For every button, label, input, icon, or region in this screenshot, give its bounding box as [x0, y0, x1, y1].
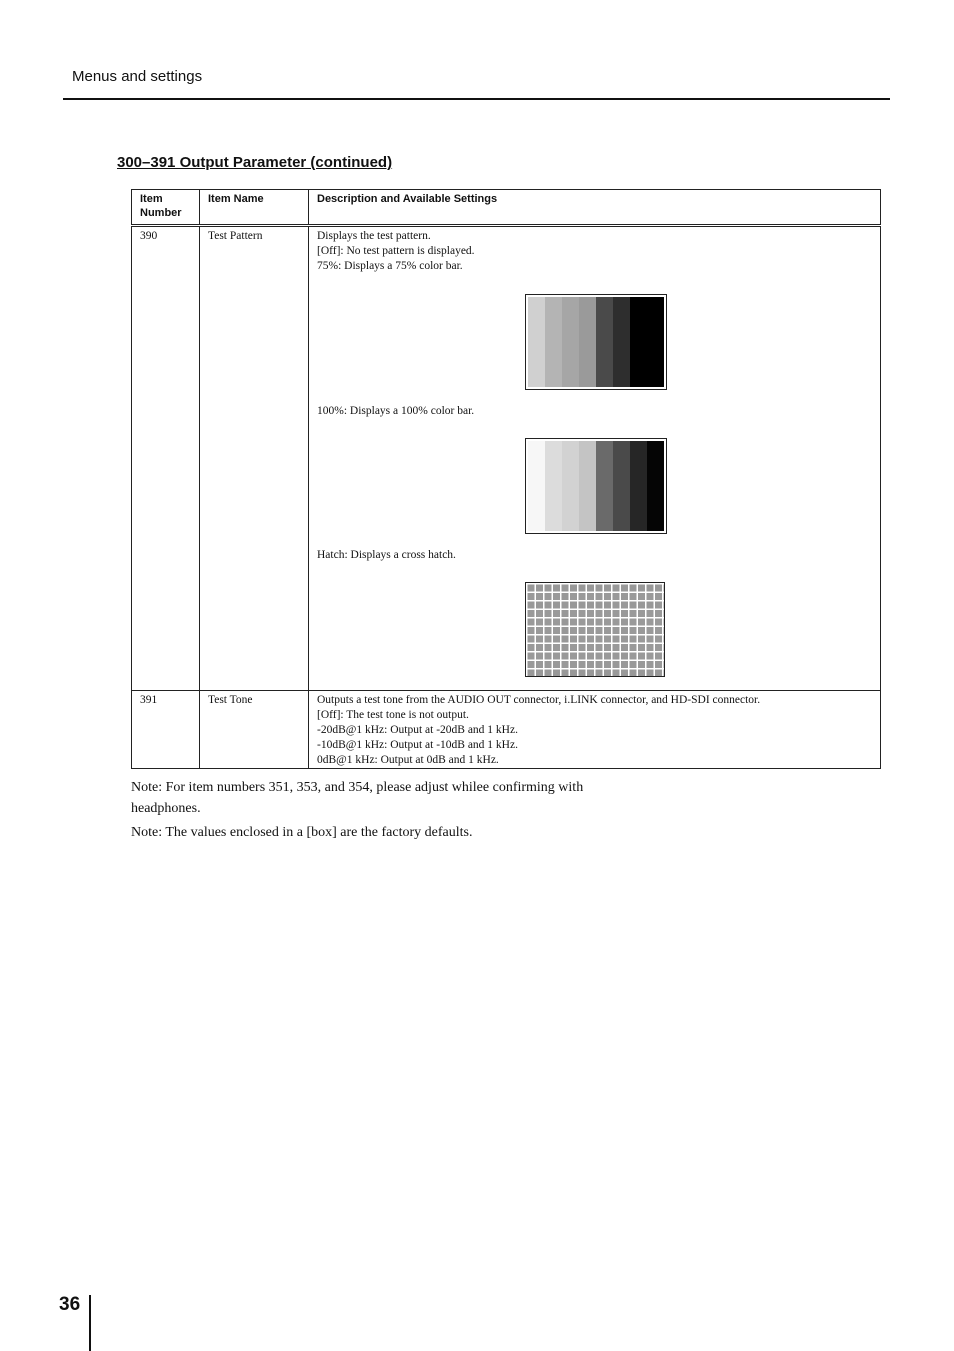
cross-hatch-grid [526, 583, 664, 676]
header-item-name: Item Name [200, 190, 309, 226]
section-title: 300–391 Output Parameter (continued) [117, 154, 393, 171]
color-bar-stripe [562, 297, 579, 387]
color-bar-stripe [613, 297, 630, 387]
description-line: 75%: Displays a 75% color bar. [317, 260, 463, 272]
header-item-number: Item Number [132, 190, 200, 226]
color-bar-stripe [647, 297, 664, 387]
color-bar-stripe [528, 441, 545, 531]
description-line: [Off]: No test pattern is displayed. [317, 245, 475, 257]
parameter-table [131, 189, 881, 769]
color-bar-100-bars [528, 441, 664, 531]
header-rule [63, 98, 890, 100]
description-line: Outputs a test tone from the AUDIO OUT connector, i.LINK connector, and HD-SDI connector. [317, 694, 761, 706]
color-bar-75-bars [528, 297, 664, 387]
item-name-test-pattern: Test Pattern [200, 226, 309, 691]
color-bar-stripe [545, 297, 562, 387]
item-name-test-tone: Test Tone [200, 691, 309, 769]
description-line: 100%: Displays a 100% color bar. [317, 405, 475, 417]
description-line: Hatch: Displays a cross hatch. [317, 549, 456, 561]
color-bar-stripe [545, 441, 562, 531]
color-bar-stripe [596, 297, 613, 387]
description-line: [Off]: The test tone is not output. [317, 709, 469, 721]
header-description: Description and Available Settings [309, 190, 881, 226]
color-bar-stripe [562, 441, 579, 531]
description-test-tone [309, 691, 881, 769]
note-factory-defaults: Note: The values enclosed in a [box] are the factory defaults. [131, 825, 473, 840]
table-row [132, 226, 881, 691]
description-line: -10dB@1 kHz: Output at -10dB and 1 kHz. [317, 739, 518, 751]
color-bar-stripe [596, 441, 613, 531]
description-line: -20dB@1 kHz: Output at -20dB and 1 kHz. [317, 724, 518, 736]
page-number-bar [89, 1295, 91, 1351]
color-bar-stripe [579, 441, 596, 531]
description-line: 0dB@1 kHz: Output at 0dB and 1 kHz. [317, 754, 499, 766]
item-number-390: 390 [132, 226, 200, 691]
description-test-pattern [309, 226, 881, 691]
color-bar-stripe [579, 297, 596, 387]
color-bar-stripe [647, 441, 664, 531]
running-header: Menus and settings [72, 68, 203, 85]
table-row [132, 691, 881, 769]
cross-hatch-image [525, 582, 665, 677]
color-bar-75-image [525, 294, 667, 390]
color-bar-stripe [613, 441, 630, 531]
description-line: Displays the test pattern. [317, 230, 431, 242]
color-bar-stripe [630, 297, 647, 387]
item-number-391: 391 [132, 691, 200, 769]
color-bar-stripe [630, 441, 647, 531]
page-number: 36 [59, 1294, 81, 1315]
note-headphones: Note: For item numbers 351, 353, and 354, please adjust whilee confirming with headphones. [131, 780, 584, 816]
table-header-row [132, 190, 881, 226]
color-bar-100-image [525, 438, 667, 534]
color-bar-stripe [528, 297, 545, 387]
